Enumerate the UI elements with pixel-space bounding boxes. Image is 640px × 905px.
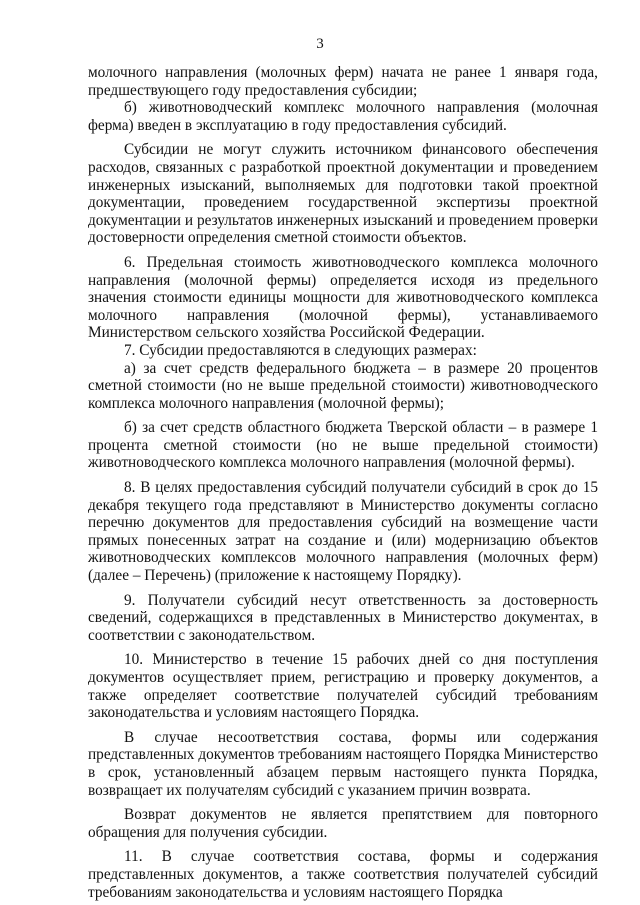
paragraph: В случае несоответствия состава, формы или содержания представленных документов требованиям настоящего Порядка Министерство в срок, установленный абзацем первым настоящего пункта Порядка, возвращает их получателям субсидий с указанием причин возврата.	[88, 728, 598, 799]
paragraph: б) животноводческий комплекс молочного направления (молочная ферма) введен в эксплуатацию в году предоставления субсидий.	[88, 99, 598, 134]
paragraph: молочного направления (молочных ферм) начата не ранее 1 января года, предшествующего году предоставления субсидии;	[88, 64, 598, 99]
paragraph: а) за счет средств федерального бюджета – в размере 20 процентов сметной стоимости (но не выше предельной стоимости) животноводческого комплекса молочного направления (молочной фермы);	[88, 359, 598, 412]
page-number: 3	[316, 36, 324, 52]
paragraph: 7. Субсидии предоставляются в следующих размерах:	[124, 341, 477, 359]
paragraph: Субсидии не могут служить источником финансового обеспечения расходов, связанных с разработкой проектной документации и проведением инженерных изысканий, выполняемых для подготовки такой проектной документации, проведением государственной экспертизы проектной документации и результатов инженерных изысканий и проведением проверки достоверности определения сметной стоимости объектов.	[88, 141, 598, 247]
paragraph: Возврат документов не является препятствием для повторного обращения для получения субсидии.	[88, 806, 598, 841]
paragraph: 6. Предельная стоимость животноводческого комплекса молочного направления (молочной фермы) определяется исходя из предельного значения стоимости единицы мощности для животноводческого комплекса молочного направления (молочной фермы), устанавливаемого Министерством сельского хозяйства Российской Федерации.	[88, 253, 598, 342]
paragraph: 8. В целях предоставления субсидий получатели субсидий в срок до 15 декабря текущего года представляют в Министерство документы согласно перечню документов для предоставления субсидий на возмещение части прямых понесенных затрат на создание и (или) модернизацию объектов животноводческих комплексов молочного направления (молочных ферм) (далее – Перечень) (приложение к настоящему Порядку).	[88, 479, 598, 585]
paragraph: 9. Получатели субсидий несут ответственность за достоверность сведений, содержащихся в представленных в Министерство документах, в соответствии с законодательством.	[88, 591, 598, 644]
paragraph: 10. Министерство в течение 15 рабочих дней со дня поступления документов осуществляет прием, регистрацию и проверку документов, а также определяет соответствие получателей субсидий требованиям законодательства и условиям настоящего Порядка.	[88, 651, 598, 722]
paragraph: б) за счет средств областного бюджета Тверской области – в размере 1 процента сметной стоимости (но не выше предельной стоимости) животноводческого комплекса молочного направления (молочной фермы).	[88, 419, 598, 472]
paragraph: 11. В случае соответствия состава, формы и содержания представленных документов, а также соответствия получателей субсидий требованиям законодательства и условиям настоящего Порядка	[88, 848, 598, 901]
document-body	[88, 64, 598, 901]
